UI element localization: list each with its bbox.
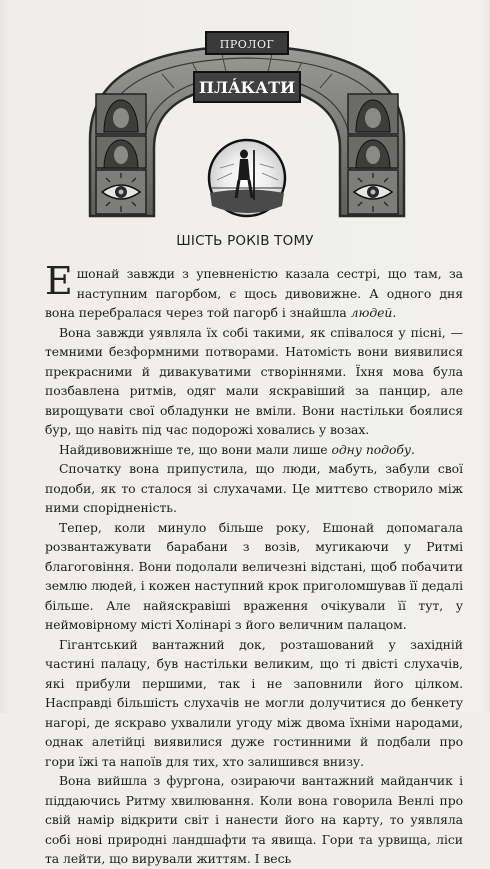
paragraph: Ешонай завжди з упевненістю казала сестрі, що там, за наступним пагорбом, є щось дивовижне. А одного дня вона перебралася через той пагорб і знайшла людей. (45, 259, 463, 320)
prologue-arch-illustration (82, 28, 412, 220)
body-text (45, 259, 463, 869)
wanderer-medallion (209, 140, 285, 216)
emphasis: одну подобу (331, 441, 412, 457)
banner-label: ПРОЛОГ (219, 38, 275, 51)
paragraph: Вона вийшла з фургона, озираючи вантажний майданчик і піддаючись Ритму хвилювання. Коли вона говорила Венлі про свій намір відкрити світ і нанести його на карту, то уявляла собі нові природні ландшафти та явища. Гори та урвища, ліси та лейти, що вирували життям. І весь (45, 773, 463, 866)
paragraph: Найдивовижніше те, що вони мали лише одну подобу. (59, 441, 415, 457)
chapter-subtitle: ШІСТЬ РОКІВ ТОМУ (176, 233, 314, 249)
drop-cap: Е (45, 259, 73, 303)
paragraph: Тепер, коли минуло більше року, Ешонай допомагала розвантажувати барабани з возів, мугикаючи у Ритмі благоговіння. Вони подолали величезні відстані, щоб побачити землю людей, і кожен наступний крок приголомшував її дедалі більше. Але найяскравіші враження очікували її тут, у неймовірному місті Холінарі з його величним палацом. (45, 519, 463, 632)
paragraph: Вона завжди уявляла їх собі такими, як співалося у пісні, — темними безформними потворами. Натомість вони виявилися прекрасними й дивакуватими створіннями. Їхня мова була позбавлена ритмів, одяг мали яскравіший за панцир, але вирощувати свої обладунки не вміли. Вони настільки боялися бур, що навіть під час подорожі ховались у возах. (45, 324, 463, 437)
chapter-title: ПЛÁКАТИ (198, 78, 296, 97)
paragraph: Спочатку вона припустила, що люди, мабуть, забули свої подоби, як то сталося зі слухачами. Це миттєво створило між ними спорідненість. (45, 461, 463, 515)
emphasis: людей (350, 305, 393, 320)
paragraph: Гігантський вантажний док, розташований у західній частині палацу, був настільки великим, що ті двісті слухачів, які прибули першими, так і не заповнили його цілком. Насправді більшість слухачів не могли долучитися до бенкету нагорі, де яскраво ухвалили угоду між двома їхніми народами, однак алетійці виявилися дуже гостинними й подбали про гори їжі та напоїв для тих, хто залишився внизу. (45, 636, 463, 769)
